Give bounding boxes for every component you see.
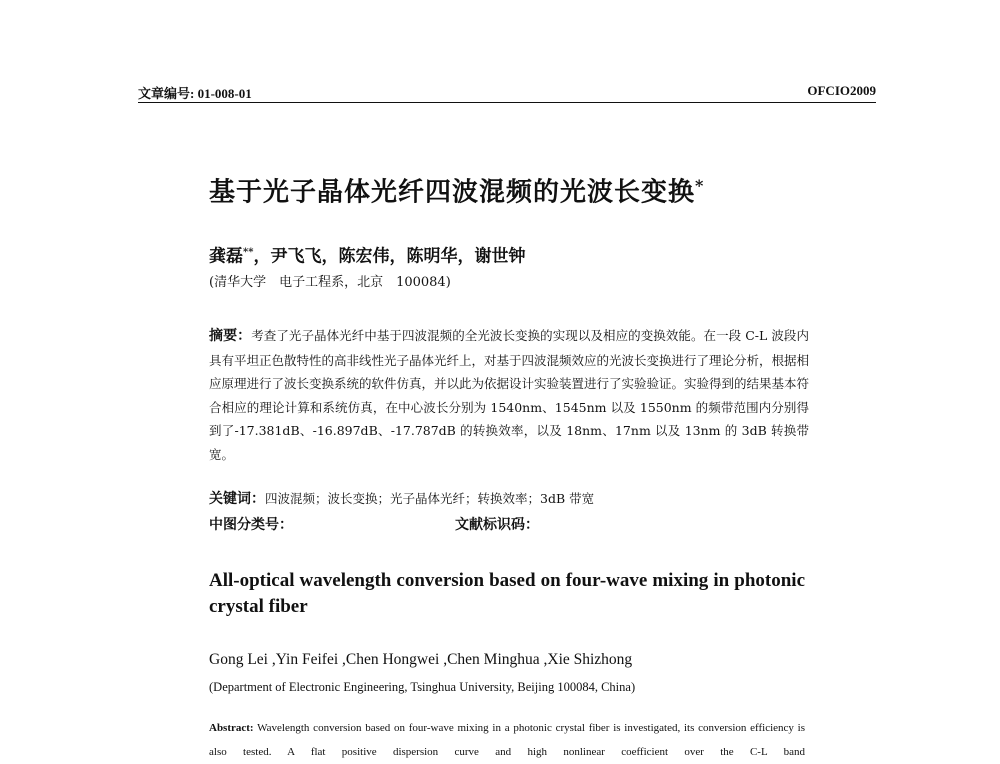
class-number-label: 中图分类号： <box>209 517 293 533</box>
chinese-keywords <box>209 488 594 508</box>
chinese-title-text: 基于光子晶体光纤四波混频的光波长变换 <box>209 177 696 208</box>
chinese-abstract-label: 摘要： <box>209 328 252 344</box>
other-authors: ，尹飞飞，陈宏伟，陈明华，谢世钟 <box>253 246 526 267</box>
english-title: All-optical wavelength conversion based on four-wave mixing in photonic crystal fiber <box>209 570 805 617</box>
author-footnote-mark: ** <box>243 247 254 258</box>
first-author: 龚磊 <box>209 246 243 267</box>
title-footnote-mark: * <box>695 176 705 195</box>
english-abstract <box>209 716 805 764</box>
classification-row <box>209 514 809 534</box>
chinese-abstract-text: 考查了光子晶体光纤中基于四波混频的全光波长变换的实现以及相应的变换效能。在一段 C-L 波段内具有平坦正色散特性的高非线性光子晶体光纤上，对基于四波混频效应的光波长变换进行了理论分析，根据相应原理进行了波长变换系统的软件仿真，并以此为依据设计实验装置进行了实验验证。实验得到的结果基本符合相应的理论计算和系统仿真，在中心波长分别为 1540nm、1545nm 以及 1550nm 的频带范围内分别得到了-17.381dB、-16.897dB、-17.787dB 的转换效率，以及 18nm、17nm 以及 13nm 的 3dB 转换带宽。 <box>209 328 810 462</box>
article-number: 文章编号: 01-008-01 <box>138 86 252 101</box>
document-code-label: 文献标识码： <box>455 517 539 533</box>
conference-name: OFCIO2009 <box>807 83 876 98</box>
chinese-abstract <box>209 324 809 466</box>
english-abstract-label: Abstract: <box>209 722 254 734</box>
keywords-text: 四波混频；波长变换；光子晶体光纤；转换效率；3dB 带宽 <box>265 491 595 506</box>
page-header <box>138 80 876 103</box>
english-affiliation: (Department of Electronic Engineering, Tsinghua University, Beijing 100084, China) <box>209 680 636 694</box>
english-abstract-text: Wavelength conversion based on four-wave mixing in a photonic crystal fiber is investigated, its conversion efficiency is also tested. A flat positive dispersion curve and high nonlinear coefficient over the C-L band <box>209 722 805 758</box>
chinese-authors <box>209 241 525 269</box>
keywords-label: 关键词： <box>209 491 265 507</box>
english-authors: Gong Lei ,Yin Feifei ,Chen Hongwei ,Chen Minghua ,Xie Shizhong <box>209 651 633 668</box>
chinese-title <box>209 166 829 213</box>
chinese-affiliation: (清华大学 电子工程系，北京 100084) <box>209 275 451 290</box>
